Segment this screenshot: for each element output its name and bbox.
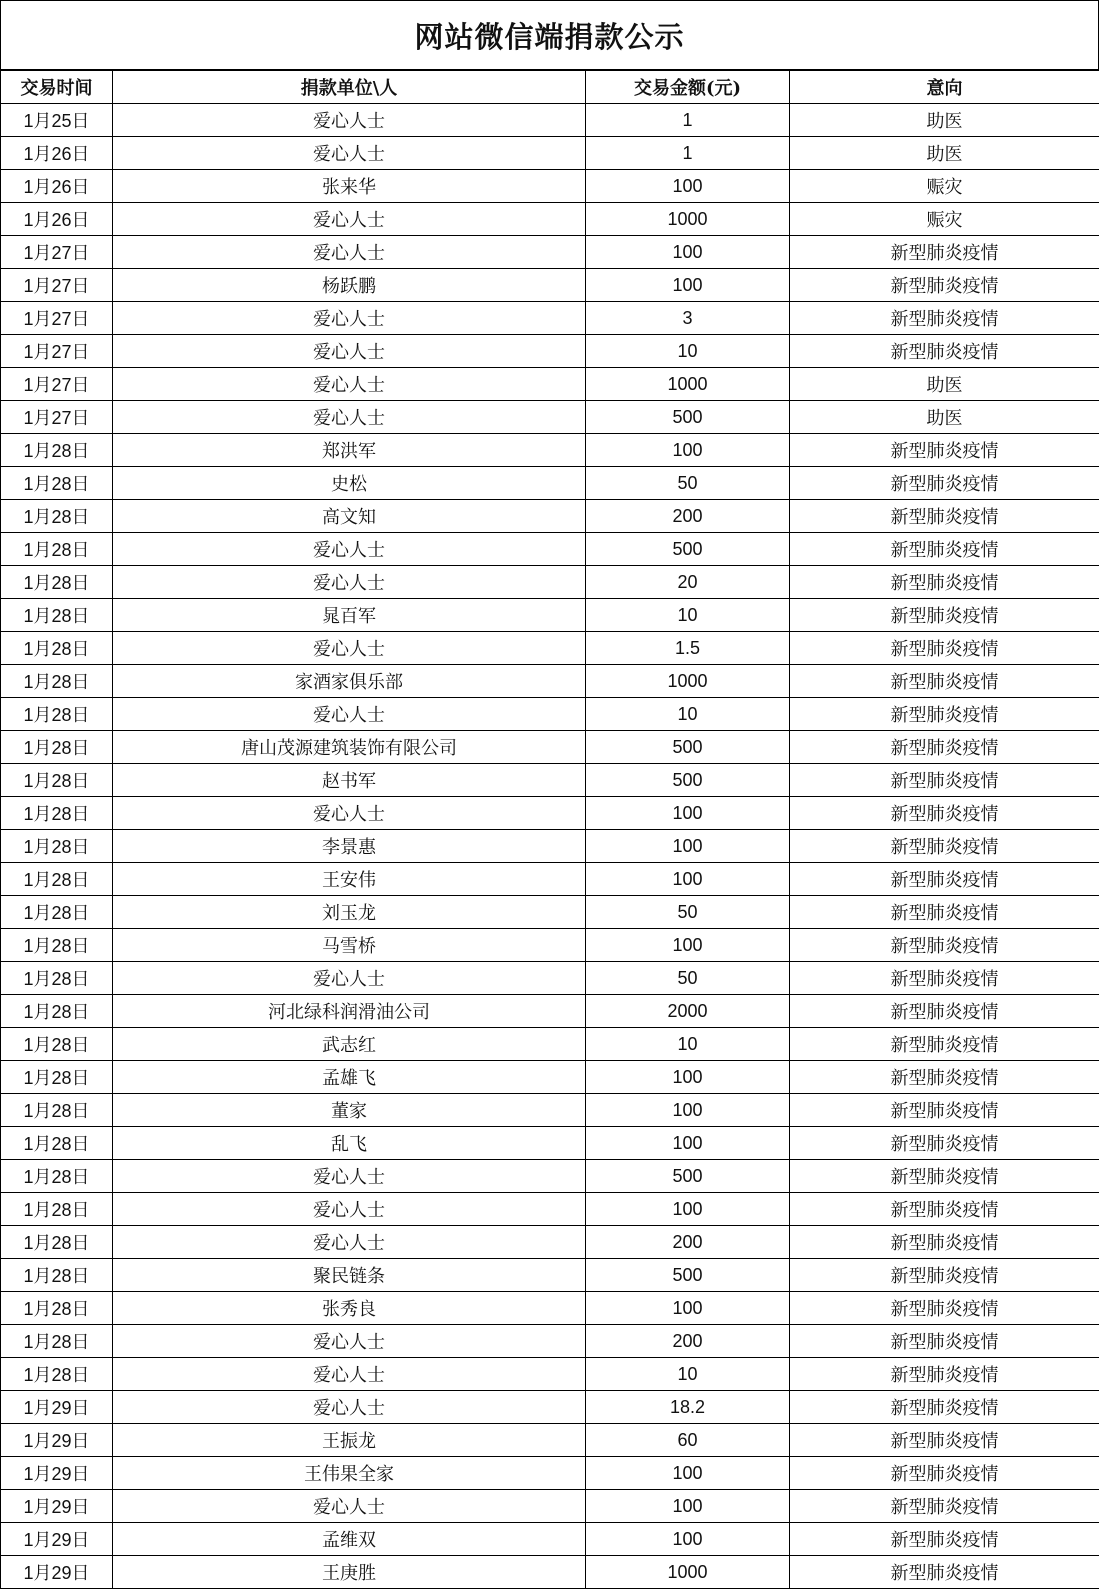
date-cell: 1月29日 [1, 1457, 113, 1490]
purpose-cell: 新型肺炎疫情 [790, 1061, 1099, 1094]
amount-cell: 2000 [586, 995, 790, 1028]
purpose-cell: 新型肺炎疫情 [790, 1457, 1099, 1490]
donor-cell: 爱心人士 [113, 1358, 586, 1391]
date-cell: 1月28日 [1, 962, 113, 995]
table-row [1, 302, 1099, 335]
table-row [1, 335, 1099, 368]
date-cell: 1月28日 [1, 1127, 113, 1160]
purpose-cell: 新型肺炎疫情 [790, 731, 1099, 764]
table-row [1, 1523, 1099, 1556]
donor-cell: 爱心人士 [113, 533, 586, 566]
purpose-cell: 新型肺炎疫情 [790, 1358, 1099, 1391]
purpose-cell: 助医 [790, 368, 1099, 401]
amount-cell: 200 [586, 1226, 790, 1259]
purpose-cell: 新型肺炎疫情 [790, 764, 1099, 797]
donor-cell: 爱心人士 [113, 137, 586, 170]
table-row [1, 698, 1099, 731]
amount-cell: 1000 [586, 665, 790, 698]
date-cell: 1月28日 [1, 1325, 113, 1358]
purpose-cell: 赈灾 [790, 203, 1099, 236]
donor-cell: 唐山茂源建筑装饰有限公司 [113, 731, 586, 764]
amount-cell: 100 [586, 863, 790, 896]
donor-cell: 郑洪军 [113, 434, 586, 467]
donor-cell: 孟维双 [113, 1523, 586, 1556]
purpose-cell: 新型肺炎疫情 [790, 467, 1099, 500]
amount-cell: 50 [586, 467, 790, 500]
date-cell: 1月28日 [1, 665, 113, 698]
date-cell: 1月28日 [1, 434, 113, 467]
purpose-cell: 新型肺炎疫情 [790, 1391, 1099, 1424]
date-cell: 1月28日 [1, 467, 113, 500]
date-cell: 1月28日 [1, 1094, 113, 1127]
purpose-cell: 新型肺炎疫情 [790, 1160, 1099, 1193]
purpose-cell: 新型肺炎疫情 [790, 929, 1099, 962]
amount-cell: 500 [586, 401, 790, 434]
donor-cell: 爱心人士 [113, 1391, 586, 1424]
table-row [1, 401, 1099, 434]
table-row [1, 104, 1099, 137]
date-cell: 1月28日 [1, 929, 113, 962]
amount-cell: 1000 [586, 203, 790, 236]
table-row [1, 1226, 1099, 1259]
amount-cell: 60 [586, 1424, 790, 1457]
date-cell: 1月28日 [1, 698, 113, 731]
purpose-cell: 新型肺炎疫情 [790, 632, 1099, 665]
table-row [1, 1556, 1099, 1589]
amount-cell: 100 [586, 1127, 790, 1160]
amount-cell: 500 [586, 1259, 790, 1292]
date-cell: 1月28日 [1, 1358, 113, 1391]
amount-cell: 1000 [586, 1556, 790, 1589]
table-row [1, 665, 1099, 698]
amount-cell: 10 [586, 335, 790, 368]
donor-cell: 爱心人士 [113, 797, 586, 830]
donor-cell: 高文知 [113, 500, 586, 533]
amount-cell: 100 [586, 170, 790, 203]
donor-cell: 刘玉龙 [113, 896, 586, 929]
date-cell: 1月27日 [1, 302, 113, 335]
donor-cell: 乱飞 [113, 1127, 586, 1160]
table-row [1, 962, 1099, 995]
purpose-cell: 新型肺炎疫情 [790, 797, 1099, 830]
donor-cell: 爱心人士 [113, 1325, 586, 1358]
purpose-cell: 新型肺炎疫情 [790, 566, 1099, 599]
table-body [1, 104, 1099, 1589]
date-cell: 1月28日 [1, 533, 113, 566]
amount-cell: 100 [586, 797, 790, 830]
purpose-cell: 新型肺炎疫情 [790, 830, 1099, 863]
amount-cell: 500 [586, 731, 790, 764]
table-row [1, 467, 1099, 500]
date-cell: 1月28日 [1, 1292, 113, 1325]
donor-cell: 赵书军 [113, 764, 586, 797]
donor-cell: 爱心人士 [113, 962, 586, 995]
purpose-cell: 新型肺炎疫情 [790, 698, 1099, 731]
purpose-cell: 新型肺炎疫情 [790, 863, 1099, 896]
purpose-cell: 助医 [790, 104, 1099, 137]
date-cell: 1月28日 [1, 863, 113, 896]
donor-cell: 晁百军 [113, 599, 586, 632]
purpose-cell: 新型肺炎疫情 [790, 1556, 1099, 1589]
amount-cell: 100 [586, 929, 790, 962]
amount-cell: 100 [586, 1490, 790, 1523]
purpose-cell: 新型肺炎疫情 [790, 1424, 1099, 1457]
table-row [1, 1094, 1099, 1127]
donor-cell: 聚民链条 [113, 1259, 586, 1292]
amount-cell: 200 [586, 500, 790, 533]
amount-cell: 1 [586, 104, 790, 137]
donor-cell: 爱心人士 [113, 368, 586, 401]
column-header-amount: 交易金额(元) [586, 71, 790, 104]
donor-cell: 武志红 [113, 1028, 586, 1061]
column-header-donor: 捐款单位\人 [113, 71, 586, 104]
amount-cell: 100 [586, 1094, 790, 1127]
date-cell: 1月28日 [1, 1160, 113, 1193]
table-row [1, 170, 1099, 203]
donor-cell: 爱心人士 [113, 335, 586, 368]
donor-cell: 李景惠 [113, 830, 586, 863]
date-cell: 1月28日 [1, 995, 113, 1028]
amount-cell: 20 [586, 566, 790, 599]
table-row [1, 1292, 1099, 1325]
amount-cell: 100 [586, 269, 790, 302]
table-row [1, 269, 1099, 302]
amount-cell: 100 [586, 1457, 790, 1490]
purpose-cell: 新型肺炎疫情 [790, 1292, 1099, 1325]
date-cell: 1月28日 [1, 500, 113, 533]
date-cell: 1月28日 [1, 1193, 113, 1226]
date-cell: 1月29日 [1, 1523, 113, 1556]
table-row [1, 533, 1099, 566]
purpose-cell: 新型肺炎疫情 [790, 962, 1099, 995]
date-cell: 1月28日 [1, 896, 113, 929]
table-row [1, 1490, 1099, 1523]
amount-cell: 18.2 [586, 1391, 790, 1424]
amount-cell: 1 [586, 137, 790, 170]
table-row [1, 434, 1099, 467]
donor-cell: 爱心人士 [113, 236, 586, 269]
purpose-cell: 新型肺炎疫情 [790, 599, 1099, 632]
donor-cell: 爱心人士 [113, 1160, 586, 1193]
table-row [1, 995, 1099, 1028]
purpose-cell: 新型肺炎疫情 [790, 1193, 1099, 1226]
table-row [1, 566, 1099, 599]
amount-cell: 10 [586, 698, 790, 731]
amount-cell: 1.5 [586, 632, 790, 665]
amount-cell: 100 [586, 830, 790, 863]
purpose-cell: 新型肺炎疫情 [790, 500, 1099, 533]
date-cell: 1月28日 [1, 599, 113, 632]
purpose-cell: 新型肺炎疫情 [790, 995, 1099, 1028]
purpose-cell: 新型肺炎疫情 [790, 1127, 1099, 1160]
table-row [1, 1259, 1099, 1292]
purpose-cell: 赈灾 [790, 170, 1099, 203]
date-cell: 1月27日 [1, 236, 113, 269]
date-cell: 1月29日 [1, 1556, 113, 1589]
donor-cell: 爱心人士 [113, 104, 586, 137]
donor-cell: 爱心人士 [113, 1490, 586, 1523]
amount-cell: 200 [586, 1325, 790, 1358]
amount-cell: 10 [586, 599, 790, 632]
table-row [1, 599, 1099, 632]
table-row [1, 896, 1099, 929]
date-cell: 1月29日 [1, 1424, 113, 1457]
donor-cell: 家酒家俱乐部 [113, 665, 586, 698]
purpose-cell: 新型肺炎疫情 [790, 533, 1099, 566]
donor-cell: 王庚胜 [113, 1556, 586, 1589]
column-header-date: 交易时间 [1, 71, 113, 104]
amount-cell: 10 [586, 1028, 790, 1061]
amount-cell: 10 [586, 1358, 790, 1391]
table-row [1, 863, 1099, 896]
table-row [1, 764, 1099, 797]
table-row [1, 1391, 1099, 1424]
table-row [1, 1028, 1099, 1061]
donor-cell: 史松 [113, 467, 586, 500]
table-row [1, 1160, 1099, 1193]
table-row [1, 137, 1099, 170]
purpose-cell: 新型肺炎疫情 [790, 434, 1099, 467]
table-row [1, 1457, 1099, 1490]
table-row [1, 632, 1099, 665]
amount-cell: 100 [586, 236, 790, 269]
purpose-cell: 新型肺炎疫情 [790, 1325, 1099, 1358]
purpose-cell: 新型肺炎疫情 [790, 896, 1099, 929]
purpose-cell: 新型肺炎疫情 [790, 1226, 1099, 1259]
donor-cell: 马雪桥 [113, 929, 586, 962]
table-row [1, 731, 1099, 764]
date-cell: 1月28日 [1, 1259, 113, 1292]
purpose-cell: 新型肺炎疫情 [790, 236, 1099, 269]
table-row [1, 1358, 1099, 1391]
purpose-cell: 新型肺炎疫情 [790, 665, 1099, 698]
date-cell: 1月26日 [1, 203, 113, 236]
donor-cell: 爱心人士 [113, 632, 586, 665]
date-cell: 1月28日 [1, 731, 113, 764]
date-cell: 1月27日 [1, 335, 113, 368]
table-row [1, 1193, 1099, 1226]
table-row [1, 1061, 1099, 1094]
table-row [1, 368, 1099, 401]
table-row [1, 203, 1099, 236]
donor-cell: 爱心人士 [113, 302, 586, 335]
amount-cell: 500 [586, 533, 790, 566]
amount-cell: 50 [586, 962, 790, 995]
purpose-cell: 新型肺炎疫情 [790, 335, 1099, 368]
table-row [1, 1127, 1099, 1160]
donor-cell: 王安伟 [113, 863, 586, 896]
purpose-cell: 新型肺炎疫情 [790, 1094, 1099, 1127]
donation-table [0, 70, 1099, 1589]
amount-cell: 100 [586, 1193, 790, 1226]
date-cell: 1月29日 [1, 1391, 113, 1424]
amount-cell: 1000 [586, 368, 790, 401]
date-cell: 1月28日 [1, 797, 113, 830]
donor-cell: 张秀良 [113, 1292, 586, 1325]
donor-cell: 爱心人士 [113, 401, 586, 434]
donor-cell: 杨跃鹏 [113, 269, 586, 302]
date-cell: 1月26日 [1, 170, 113, 203]
purpose-cell: 新型肺炎疫情 [790, 302, 1099, 335]
table-header-row [1, 71, 1099, 104]
purpose-cell: 新型肺炎疫情 [790, 1523, 1099, 1556]
donor-cell: 王伟果全家 [113, 1457, 586, 1490]
date-cell: 1月28日 [1, 566, 113, 599]
amount-cell: 50 [586, 896, 790, 929]
date-cell: 1月28日 [1, 1061, 113, 1094]
date-cell: 1月25日 [1, 104, 113, 137]
date-cell: 1月28日 [1, 632, 113, 665]
amount-cell: 500 [586, 764, 790, 797]
amount-cell: 100 [586, 1523, 790, 1556]
purpose-cell: 新型肺炎疫情 [790, 1490, 1099, 1523]
table-row [1, 1325, 1099, 1358]
table-row [1, 236, 1099, 269]
purpose-cell: 新型肺炎疫情 [790, 1259, 1099, 1292]
date-cell: 1月27日 [1, 269, 113, 302]
donor-cell: 爱心人士 [113, 1226, 586, 1259]
donor-cell: 张来华 [113, 170, 586, 203]
date-cell: 1月26日 [1, 137, 113, 170]
amount-cell: 100 [586, 434, 790, 467]
page-title: 网站微信端捐款公示 [0, 0, 1099, 70]
amount-cell: 100 [586, 1292, 790, 1325]
amount-cell: 100 [586, 1061, 790, 1094]
table-row [1, 830, 1099, 863]
purpose-cell: 助医 [790, 401, 1099, 434]
date-cell: 1月28日 [1, 1028, 113, 1061]
donor-cell: 王振龙 [113, 1424, 586, 1457]
date-cell: 1月27日 [1, 368, 113, 401]
table-row [1, 797, 1099, 830]
table-row [1, 929, 1099, 962]
date-cell: 1月27日 [1, 401, 113, 434]
date-cell: 1月28日 [1, 1226, 113, 1259]
donor-cell: 河北绿科润滑油公司 [113, 995, 586, 1028]
date-cell: 1月29日 [1, 1490, 113, 1523]
column-header-purpose: 意向 [790, 71, 1099, 104]
amount-cell: 3 [586, 302, 790, 335]
date-cell: 1月28日 [1, 764, 113, 797]
amount-cell: 500 [586, 1160, 790, 1193]
donor-cell: 董家 [113, 1094, 586, 1127]
table-row [1, 500, 1099, 533]
date-cell: 1月28日 [1, 830, 113, 863]
table-row [1, 1424, 1099, 1457]
purpose-cell: 助医 [790, 137, 1099, 170]
purpose-cell: 新型肺炎疫情 [790, 1028, 1099, 1061]
donor-cell: 孟雄飞 [113, 1061, 586, 1094]
donor-cell: 爱心人士 [113, 566, 586, 599]
purpose-cell: 新型肺炎疫情 [790, 269, 1099, 302]
donor-cell: 爱心人士 [113, 698, 586, 731]
donor-cell: 爱心人士 [113, 1193, 586, 1226]
donor-cell: 爱心人士 [113, 203, 586, 236]
